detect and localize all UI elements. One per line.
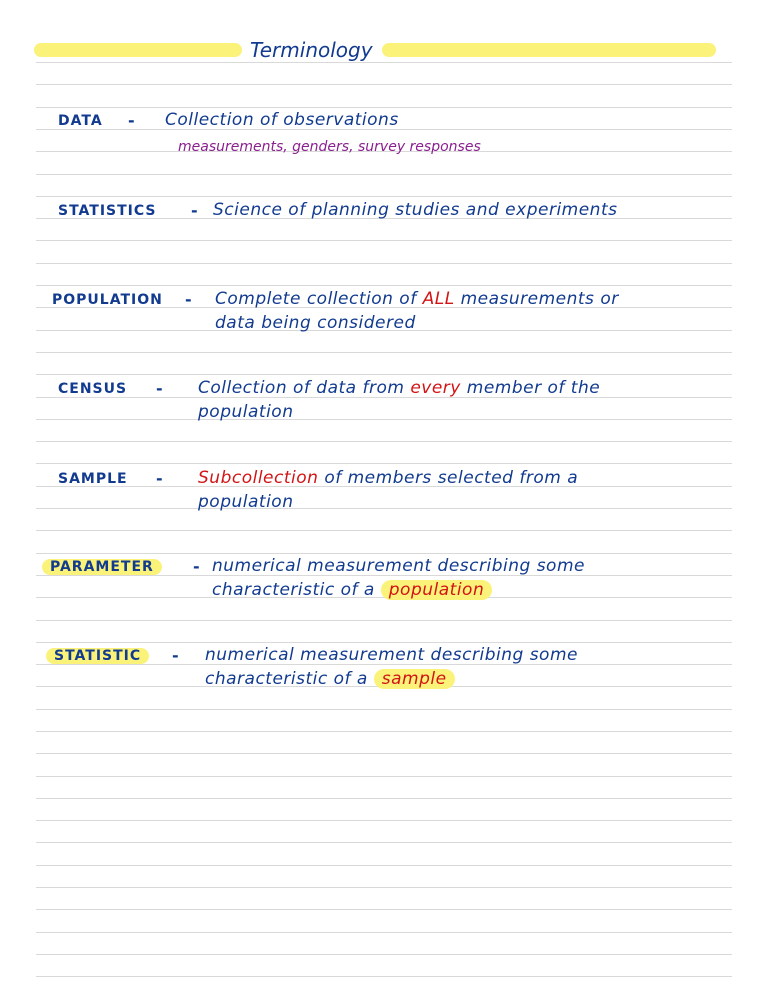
ruled-line xyxy=(36,441,732,442)
highlighted-term: PARAMETER xyxy=(42,559,162,575)
data-examples: measurements, genders, survey responses xyxy=(178,139,481,155)
term-statistics: STATISTICS xyxy=(58,203,157,219)
highlighted-term: STATISTIC xyxy=(46,648,149,664)
ruled-line xyxy=(36,642,732,643)
ruled-line xyxy=(36,174,732,175)
ruled-line xyxy=(36,842,732,843)
term-data: DATA xyxy=(58,113,103,129)
term-dash: - xyxy=(156,379,163,398)
ruled-line xyxy=(36,798,732,799)
text-span: member of the xyxy=(466,378,601,398)
ruled-line xyxy=(36,84,732,85)
ruled-line xyxy=(36,753,732,754)
term-sample: SAMPLE xyxy=(58,471,128,487)
term-dash: - xyxy=(128,111,135,130)
text-span: measurements or xyxy=(460,289,619,309)
emphasis-all: ALL xyxy=(422,289,455,309)
text-span: Collection of data from xyxy=(198,378,405,398)
ruled-line xyxy=(36,107,732,108)
definition-census-line1 xyxy=(198,378,600,398)
text-span: Complete collection of xyxy=(215,289,417,309)
ruled-line xyxy=(36,776,732,777)
definition-population-line1 xyxy=(215,289,619,309)
ruled-line xyxy=(36,887,732,888)
term-dash: - xyxy=(172,646,179,665)
definition-statistics: Science of planning studies and experiments xyxy=(213,200,618,220)
ruled-line xyxy=(36,263,732,264)
term-statistic xyxy=(46,648,149,664)
emphasis-subcollection: Subcollection xyxy=(198,468,319,488)
ruled-line xyxy=(36,620,732,621)
ruled-line xyxy=(36,932,732,933)
ruled-line xyxy=(36,709,732,710)
term-dash: - xyxy=(185,290,192,309)
definition-statistic-line2 xyxy=(205,669,455,689)
ruled-line xyxy=(36,553,732,554)
ruled-line xyxy=(36,508,732,509)
definition-sample-line2: population xyxy=(198,492,294,512)
title-highlight-right xyxy=(382,43,716,57)
ruled-line xyxy=(36,530,732,531)
ruled-line xyxy=(36,285,732,286)
ruled-line xyxy=(36,976,732,977)
ruled-line xyxy=(36,463,732,464)
term-dash: - xyxy=(156,469,163,488)
term-dash: - xyxy=(193,557,200,576)
definition-population-line2: data being considered xyxy=(215,313,416,333)
term-parameter xyxy=(42,559,162,575)
emphasis-sample: sample xyxy=(374,669,455,689)
text-span: characteristic of a xyxy=(212,580,375,600)
definition-data: Collection of observations xyxy=(165,110,399,130)
ruled-line xyxy=(36,731,732,732)
ruled-line xyxy=(36,374,732,375)
ruled-line xyxy=(36,909,732,910)
page-title: Terminology xyxy=(250,38,373,62)
ruled-line xyxy=(36,240,732,241)
ruled-line xyxy=(36,196,732,197)
ruled-line xyxy=(36,820,732,821)
ruled-line xyxy=(36,865,732,866)
text-span: of members selected from a xyxy=(324,468,579,488)
definition-census-line2: population xyxy=(198,402,294,422)
term-population: POPULATION xyxy=(52,292,163,308)
definition-statistic-line1: numerical measurement describing some xyxy=(205,645,578,665)
term-dash: - xyxy=(191,201,198,220)
definition-parameter-line1: numerical measurement describing some xyxy=(212,556,585,576)
definition-sample-line1 xyxy=(198,468,578,488)
ruled-line xyxy=(36,352,732,353)
ruled-line xyxy=(36,419,732,420)
emphasis-population: population xyxy=(381,580,492,600)
title-highlight-left xyxy=(34,43,242,57)
definition-parameter-line2 xyxy=(212,580,492,600)
text-span: characteristic of a xyxy=(205,669,368,689)
emphasis-every: every xyxy=(410,378,461,398)
term-census: CENSUS xyxy=(58,381,128,397)
ruled-line xyxy=(36,954,732,955)
ruled-line xyxy=(36,62,732,63)
